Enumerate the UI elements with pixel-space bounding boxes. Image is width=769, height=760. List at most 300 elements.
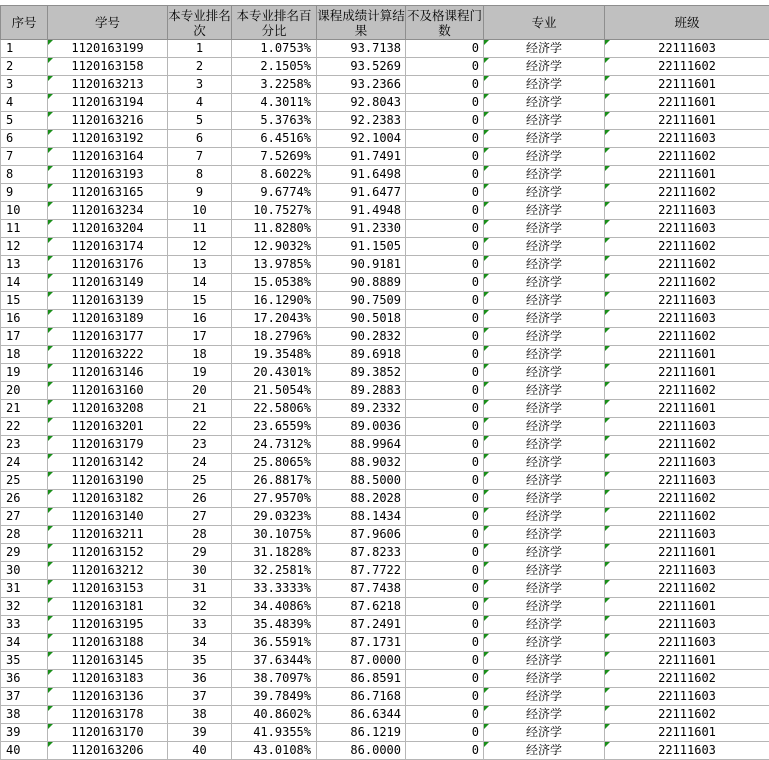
cell-student-id[interactable]: 1120163140	[48, 508, 168, 526]
cell-failed-count[interactable]: 0	[406, 490, 484, 508]
cell-rank[interactable]: 24	[168, 454, 232, 472]
cell-score[interactable]: 90.2832	[317, 328, 406, 346]
cell-score[interactable]: 92.1004	[317, 130, 406, 148]
cell-student-id[interactable]: 1120163149	[48, 274, 168, 292]
cell-student-id[interactable]: 1120163158	[48, 58, 168, 76]
cell-class[interactable]: 22111601	[605, 76, 769, 94]
cell-student-id[interactable]: 1120163178	[48, 706, 168, 724]
cell-seq[interactable]: 36	[1, 670, 48, 688]
header-major[interactable]: 专业	[484, 6, 605, 40]
cell-score[interactable]: 87.7722	[317, 562, 406, 580]
cell-rank[interactable]: 16	[168, 310, 232, 328]
cell-failed-count[interactable]: 0	[406, 706, 484, 724]
cell-percentile[interactable]: 26.8817%	[232, 472, 317, 490]
cell-score[interactable]: 89.6918	[317, 346, 406, 364]
cell-seq[interactable]: 2	[1, 58, 48, 76]
cell-student-id[interactable]: 1120163190	[48, 472, 168, 490]
cell-failed-count[interactable]: 0	[406, 112, 484, 130]
cell-rank[interactable]: 35	[168, 652, 232, 670]
cell-percentile[interactable]: 18.2796%	[232, 328, 317, 346]
cell-score[interactable]: 88.2028	[317, 490, 406, 508]
cell-score[interactable]: 86.7168	[317, 688, 406, 706]
cell-score[interactable]: 93.2366	[317, 76, 406, 94]
cell-seq[interactable]: 11	[1, 220, 48, 238]
cell-class[interactable]: 22111602	[605, 436, 769, 454]
cell-class[interactable]: 22111603	[605, 454, 769, 472]
cell-percentile[interactable]: 20.4301%	[232, 364, 317, 382]
cell-rank[interactable]: 10	[168, 202, 232, 220]
cell-major[interactable]: 经济学	[484, 508, 605, 526]
cell-seq[interactable]: 5	[1, 112, 48, 130]
cell-seq[interactable]: 4	[1, 94, 48, 112]
cell-student-id[interactable]: 1120163193	[48, 166, 168, 184]
cell-class[interactable]: 22111601	[605, 94, 769, 112]
cell-failed-count[interactable]: 0	[406, 562, 484, 580]
cell-major[interactable]: 经济学	[484, 454, 605, 472]
cell-rank[interactable]: 2	[168, 58, 232, 76]
cell-score[interactable]: 87.0000	[317, 652, 406, 670]
cell-failed-count[interactable]: 0	[406, 130, 484, 148]
cell-score[interactable]: 91.2330	[317, 220, 406, 238]
cell-class[interactable]: 22111602	[605, 328, 769, 346]
cell-major[interactable]: 经济学	[484, 436, 605, 454]
cell-major[interactable]: 经济学	[484, 400, 605, 418]
cell-major[interactable]: 经济学	[484, 220, 605, 238]
cell-student-id[interactable]: 1120163146	[48, 364, 168, 382]
cell-seq[interactable]: 19	[1, 364, 48, 382]
cell-rank[interactable]: 17	[168, 328, 232, 346]
cell-percentile[interactable]: 24.7312%	[232, 436, 317, 454]
cell-rank[interactable]: 1	[168, 40, 232, 58]
cell-major[interactable]: 经济学	[484, 598, 605, 616]
cell-major[interactable]: 经济学	[484, 652, 605, 670]
cell-seq[interactable]: 39	[1, 724, 48, 742]
cell-percentile[interactable]: 8.6022%	[232, 166, 317, 184]
cell-major[interactable]: 经济学	[484, 346, 605, 364]
header-rank[interactable]: 本专业排名次	[168, 6, 232, 40]
cell-failed-count[interactable]: 0	[406, 274, 484, 292]
cell-score[interactable]: 87.7438	[317, 580, 406, 598]
cell-percentile[interactable]: 37.6344%	[232, 652, 317, 670]
cell-major[interactable]: 经济学	[484, 328, 605, 346]
cell-failed-count[interactable]: 0	[406, 400, 484, 418]
cell-major[interactable]: 经济学	[484, 256, 605, 274]
cell-class[interactable]: 22111603	[605, 616, 769, 634]
cell-class[interactable]: 22111603	[605, 526, 769, 544]
cell-class[interactable]: 22111601	[605, 544, 769, 562]
cell-student-id[interactable]: 1120163213	[48, 76, 168, 94]
cell-rank[interactable]: 15	[168, 292, 232, 310]
cell-percentile[interactable]: 30.1075%	[232, 526, 317, 544]
cell-percentile[interactable]: 11.8280%	[232, 220, 317, 238]
cell-score[interactable]: 90.5018	[317, 310, 406, 328]
cell-failed-count[interactable]: 0	[406, 472, 484, 490]
cell-score[interactable]: 92.2383	[317, 112, 406, 130]
cell-class[interactable]: 22111602	[605, 382, 769, 400]
cell-failed-count[interactable]: 0	[406, 94, 484, 112]
cell-failed-count[interactable]: 0	[406, 436, 484, 454]
cell-score[interactable]: 88.9032	[317, 454, 406, 472]
cell-seq[interactable]: 22	[1, 418, 48, 436]
cell-seq[interactable]: 38	[1, 706, 48, 724]
cell-class[interactable]: 22111602	[605, 238, 769, 256]
cell-rank[interactable]: 28	[168, 526, 232, 544]
cell-score[interactable]: 90.8889	[317, 274, 406, 292]
cell-student-id[interactable]: 1120163211	[48, 526, 168, 544]
cell-score[interactable]: 87.8233	[317, 544, 406, 562]
cell-seq[interactable]: 6	[1, 130, 48, 148]
cell-percentile[interactable]: 15.0538%	[232, 274, 317, 292]
cell-rank[interactable]: 40	[168, 742, 232, 760]
cell-class[interactable]: 22111602	[605, 148, 769, 166]
cell-major[interactable]: 经济学	[484, 292, 605, 310]
cell-score[interactable]: 86.6344	[317, 706, 406, 724]
cell-student-id[interactable]: 1120163194	[48, 94, 168, 112]
cell-major[interactable]: 经济学	[484, 94, 605, 112]
cell-percentile[interactable]: 31.1828%	[232, 544, 317, 562]
cell-major[interactable]: 经济学	[484, 634, 605, 652]
cell-seq[interactable]: 9	[1, 184, 48, 202]
cell-major[interactable]: 经济学	[484, 418, 605, 436]
cell-student-id[interactable]: 1120163164	[48, 148, 168, 166]
cell-percentile[interactable]: 34.4086%	[232, 598, 317, 616]
cell-percentile[interactable]: 43.0108%	[232, 742, 317, 760]
cell-failed-count[interactable]: 0	[406, 580, 484, 598]
cell-major[interactable]: 经济学	[484, 202, 605, 220]
cell-score[interactable]: 87.9606	[317, 526, 406, 544]
cell-class[interactable]: 22111603	[605, 634, 769, 652]
cell-score[interactable]: 88.5000	[317, 472, 406, 490]
cell-student-id[interactable]: 1120163170	[48, 724, 168, 742]
cell-seq[interactable]: 7	[1, 148, 48, 166]
cell-class[interactable]: 22111601	[605, 364, 769, 382]
cell-rank[interactable]: 32	[168, 598, 232, 616]
cell-major[interactable]: 经济学	[484, 706, 605, 724]
cell-score[interactable]: 90.7509	[317, 292, 406, 310]
cell-percentile[interactable]: 36.5591%	[232, 634, 317, 652]
cell-rank[interactable]: 11	[168, 220, 232, 238]
cell-percentile[interactable]: 4.3011%	[232, 94, 317, 112]
cell-major[interactable]: 经济学	[484, 130, 605, 148]
cell-failed-count[interactable]: 0	[406, 40, 484, 58]
cell-failed-count[interactable]: 0	[406, 220, 484, 238]
cell-seq[interactable]: 18	[1, 346, 48, 364]
cell-percentile[interactable]: 40.8602%	[232, 706, 317, 724]
header-score[interactable]: 课程成绩计算结果	[317, 6, 406, 40]
cell-class[interactable]: 22111601	[605, 652, 769, 670]
cell-rank[interactable]: 5	[168, 112, 232, 130]
cell-seq[interactable]: 28	[1, 526, 48, 544]
cell-major[interactable]: 经济学	[484, 184, 605, 202]
cell-failed-count[interactable]: 0	[406, 76, 484, 94]
cell-seq[interactable]: 8	[1, 166, 48, 184]
cell-score[interactable]: 90.9181	[317, 256, 406, 274]
cell-score[interactable]: 91.4948	[317, 202, 406, 220]
cell-rank[interactable]: 22	[168, 418, 232, 436]
cell-class[interactable]: 22111602	[605, 580, 769, 598]
cell-class[interactable]: 22111603	[605, 562, 769, 580]
cell-rank[interactable]: 39	[168, 724, 232, 742]
cell-rank[interactable]: 12	[168, 238, 232, 256]
cell-class[interactable]: 22111601	[605, 598, 769, 616]
header-student-id[interactable]: 学号	[48, 6, 168, 40]
cell-rank[interactable]: 8	[168, 166, 232, 184]
cell-major[interactable]: 经济学	[484, 490, 605, 508]
cell-percentile[interactable]: 10.7527%	[232, 202, 317, 220]
cell-student-id[interactable]: 1120163206	[48, 742, 168, 760]
cell-seq[interactable]: 17	[1, 328, 48, 346]
cell-seq[interactable]: 34	[1, 634, 48, 652]
cell-class[interactable]: 22111603	[605, 130, 769, 148]
cell-seq[interactable]: 30	[1, 562, 48, 580]
cell-rank[interactable]: 14	[168, 274, 232, 292]
cell-class[interactable]: 22111603	[605, 472, 769, 490]
cell-student-id[interactable]: 1120163176	[48, 256, 168, 274]
cell-score[interactable]: 91.6477	[317, 184, 406, 202]
cell-class[interactable]: 22111602	[605, 670, 769, 688]
cell-seq[interactable]: 13	[1, 256, 48, 274]
cell-student-id[interactable]: 1120163153	[48, 580, 168, 598]
cell-failed-count[interactable]: 0	[406, 688, 484, 706]
cell-student-id[interactable]: 1120163195	[48, 616, 168, 634]
cell-major[interactable]: 经济学	[484, 166, 605, 184]
cell-student-id[interactable]: 1120163212	[48, 562, 168, 580]
cell-rank[interactable]: 37	[168, 688, 232, 706]
cell-major[interactable]: 经济学	[484, 310, 605, 328]
cell-rank[interactable]: 27	[168, 508, 232, 526]
cell-student-id[interactable]: 1120163204	[48, 220, 168, 238]
cell-percentile[interactable]: 5.3763%	[232, 112, 317, 130]
cell-seq[interactable]: 29	[1, 544, 48, 562]
cell-failed-count[interactable]: 0	[406, 598, 484, 616]
cell-score[interactable]: 86.0000	[317, 742, 406, 760]
cell-failed-count[interactable]: 0	[406, 508, 484, 526]
cell-student-id[interactable]: 1120163201	[48, 418, 168, 436]
cell-class[interactable]: 22111602	[605, 490, 769, 508]
cell-student-id[interactable]: 1120163174	[48, 238, 168, 256]
cell-failed-count[interactable]: 0	[406, 670, 484, 688]
cell-seq[interactable]: 26	[1, 490, 48, 508]
cell-percentile[interactable]: 21.5054%	[232, 382, 317, 400]
cell-class[interactable]: 22111602	[605, 184, 769, 202]
cell-failed-count[interactable]: 0	[406, 634, 484, 652]
cell-score[interactable]: 87.2491	[317, 616, 406, 634]
cell-seq[interactable]: 33	[1, 616, 48, 634]
cell-percentile[interactable]: 13.9785%	[232, 256, 317, 274]
cell-score[interactable]: 89.2332	[317, 400, 406, 418]
cell-score[interactable]: 91.6498	[317, 166, 406, 184]
cell-major[interactable]: 经济学	[484, 382, 605, 400]
cell-rank[interactable]: 9	[168, 184, 232, 202]
cell-student-id[interactable]: 1120163199	[48, 40, 168, 58]
cell-score[interactable]: 89.2883	[317, 382, 406, 400]
cell-rank[interactable]: 21	[168, 400, 232, 418]
cell-major[interactable]: 经济学	[484, 724, 605, 742]
cell-rank[interactable]: 18	[168, 346, 232, 364]
cell-rank[interactable]: 34	[168, 634, 232, 652]
cell-rank[interactable]: 30	[168, 562, 232, 580]
cell-class[interactable]: 22111603	[605, 220, 769, 238]
cell-percentile[interactable]: 23.6559%	[232, 418, 317, 436]
cell-class[interactable]: 22111603	[605, 418, 769, 436]
cell-percentile[interactable]: 1.0753%	[232, 40, 317, 58]
cell-failed-count[interactable]: 0	[406, 202, 484, 220]
cell-failed-count[interactable]: 0	[406, 364, 484, 382]
cell-major[interactable]: 经济学	[484, 274, 605, 292]
cell-seq[interactable]: 35	[1, 652, 48, 670]
cell-rank[interactable]: 6	[168, 130, 232, 148]
cell-major[interactable]: 经济学	[484, 76, 605, 94]
cell-student-id[interactable]: 1120163208	[48, 400, 168, 418]
cell-rank[interactable]: 4	[168, 94, 232, 112]
cell-rank[interactable]: 38	[168, 706, 232, 724]
cell-failed-count[interactable]: 0	[406, 418, 484, 436]
cell-major[interactable]: 经济学	[484, 58, 605, 76]
cell-failed-count[interactable]: 0	[406, 742, 484, 760]
cell-class[interactable]: 22111603	[605, 40, 769, 58]
cell-failed-count[interactable]: 0	[406, 454, 484, 472]
cell-class[interactable]: 22111602	[605, 706, 769, 724]
cell-seq[interactable]: 12	[1, 238, 48, 256]
cell-student-id[interactable]: 1120163189	[48, 310, 168, 328]
cell-percentile[interactable]: 41.9355%	[232, 724, 317, 742]
cell-failed-count[interactable]: 0	[406, 58, 484, 76]
cell-score[interactable]: 92.8043	[317, 94, 406, 112]
cell-percentile[interactable]: 35.4839%	[232, 616, 317, 634]
cell-seq[interactable]: 23	[1, 436, 48, 454]
cell-student-id[interactable]: 1120163234	[48, 202, 168, 220]
cell-major[interactable]: 经济学	[484, 526, 605, 544]
cell-score[interactable]: 86.8591	[317, 670, 406, 688]
cell-rank[interactable]: 33	[168, 616, 232, 634]
header-failed-count[interactable]: 不及格课程门数	[406, 6, 484, 40]
cell-student-id[interactable]: 1120163165	[48, 184, 168, 202]
cell-rank[interactable]: 23	[168, 436, 232, 454]
cell-class[interactable]: 22111601	[605, 724, 769, 742]
cell-percentile[interactable]: 2.1505%	[232, 58, 317, 76]
cell-rank[interactable]: 3	[168, 76, 232, 94]
cell-percentile[interactable]: 16.1290%	[232, 292, 317, 310]
cell-class[interactable]: 22111603	[605, 310, 769, 328]
cell-failed-count[interactable]: 0	[406, 256, 484, 274]
cell-percentile[interactable]: 33.3333%	[232, 580, 317, 598]
cell-score[interactable]: 86.1219	[317, 724, 406, 742]
cell-student-id[interactable]: 1120163182	[48, 490, 168, 508]
cell-percentile[interactable]: 32.2581%	[232, 562, 317, 580]
cell-score[interactable]: 87.6218	[317, 598, 406, 616]
cell-student-id[interactable]: 1120163145	[48, 652, 168, 670]
cell-class[interactable]: 22111602	[605, 256, 769, 274]
cell-student-id[interactable]: 1120163216	[48, 112, 168, 130]
cell-class[interactable]: 22111603	[605, 688, 769, 706]
cell-score[interactable]: 91.1505	[317, 238, 406, 256]
cell-class[interactable]: 22111601	[605, 400, 769, 418]
cell-major[interactable]: 经济学	[484, 580, 605, 598]
cell-seq[interactable]: 31	[1, 580, 48, 598]
cell-class[interactable]: 22111602	[605, 58, 769, 76]
cell-student-id[interactable]: 1120163192	[48, 130, 168, 148]
cell-student-id[interactable]: 1120163160	[48, 382, 168, 400]
cell-failed-count[interactable]: 0	[406, 526, 484, 544]
cell-failed-count[interactable]: 0	[406, 310, 484, 328]
cell-major[interactable]: 经济学	[484, 742, 605, 760]
cell-score[interactable]: 88.1434	[317, 508, 406, 526]
cell-failed-count[interactable]: 0	[406, 166, 484, 184]
cell-failed-count[interactable]: 0	[406, 616, 484, 634]
cell-rank[interactable]: 25	[168, 472, 232, 490]
cell-score[interactable]: 91.7491	[317, 148, 406, 166]
cell-score[interactable]: 88.9964	[317, 436, 406, 454]
cell-seq[interactable]: 3	[1, 76, 48, 94]
cell-rank[interactable]: 26	[168, 490, 232, 508]
cell-seq[interactable]: 27	[1, 508, 48, 526]
cell-class[interactable]: 22111602	[605, 274, 769, 292]
cell-seq[interactable]: 15	[1, 292, 48, 310]
cell-percentile[interactable]: 9.6774%	[232, 184, 317, 202]
header-seq[interactable]: 序号	[1, 6, 48, 40]
cell-percentile[interactable]: 3.2258%	[232, 76, 317, 94]
cell-score[interactable]: 89.0036	[317, 418, 406, 436]
cell-seq[interactable]: 14	[1, 274, 48, 292]
cell-major[interactable]: 经济学	[484, 472, 605, 490]
cell-seq[interactable]: 20	[1, 382, 48, 400]
cell-class[interactable]: 22111601	[605, 346, 769, 364]
cell-major[interactable]: 经济学	[484, 670, 605, 688]
cell-student-id[interactable]: 1120163152	[48, 544, 168, 562]
cell-percentile[interactable]: 17.2043%	[232, 310, 317, 328]
cell-seq[interactable]: 32	[1, 598, 48, 616]
cell-percentile[interactable]: 7.5269%	[232, 148, 317, 166]
cell-failed-count[interactable]: 0	[406, 724, 484, 742]
cell-student-id[interactable]: 1120163188	[48, 634, 168, 652]
cell-percentile[interactable]: 39.7849%	[232, 688, 317, 706]
cell-failed-count[interactable]: 0	[406, 544, 484, 562]
cell-major[interactable]: 经济学	[484, 364, 605, 382]
cell-rank[interactable]: 7	[168, 148, 232, 166]
cell-seq[interactable]: 24	[1, 454, 48, 472]
cell-class[interactable]: 22111601	[605, 166, 769, 184]
cell-class[interactable]: 22111603	[605, 742, 769, 760]
cell-rank[interactable]: 31	[168, 580, 232, 598]
cell-failed-count[interactable]: 0	[406, 238, 484, 256]
cell-student-id[interactable]: 1120163222	[48, 346, 168, 364]
cell-failed-count[interactable]: 0	[406, 328, 484, 346]
cell-percentile[interactable]: 6.4516%	[232, 130, 317, 148]
cell-major[interactable]: 经济学	[484, 562, 605, 580]
cell-student-id[interactable]: 1120163181	[48, 598, 168, 616]
cell-rank[interactable]: 29	[168, 544, 232, 562]
cell-class[interactable]: 22111602	[605, 508, 769, 526]
cell-failed-count[interactable]: 0	[406, 382, 484, 400]
cell-percentile[interactable]: 27.9570%	[232, 490, 317, 508]
cell-failed-count[interactable]: 0	[406, 148, 484, 166]
cell-class[interactable]: 22111603	[605, 202, 769, 220]
cell-student-id[interactable]: 1120163179	[48, 436, 168, 454]
cell-student-id[interactable]: 1120163142	[48, 454, 168, 472]
cell-major[interactable]: 经济学	[484, 112, 605, 130]
cell-rank[interactable]: 20	[168, 382, 232, 400]
cell-failed-count[interactable]: 0	[406, 292, 484, 310]
cell-major[interactable]: 经济学	[484, 238, 605, 256]
cell-percentile[interactable]: 12.9032%	[232, 238, 317, 256]
cell-seq[interactable]: 10	[1, 202, 48, 220]
cell-percentile[interactable]: 29.0323%	[232, 508, 317, 526]
cell-class[interactable]: 22111603	[605, 292, 769, 310]
cell-seq[interactable]: 25	[1, 472, 48, 490]
cell-student-id[interactable]: 1120163139	[48, 292, 168, 310]
cell-seq[interactable]: 37	[1, 688, 48, 706]
cell-major[interactable]: 经济学	[484, 616, 605, 634]
